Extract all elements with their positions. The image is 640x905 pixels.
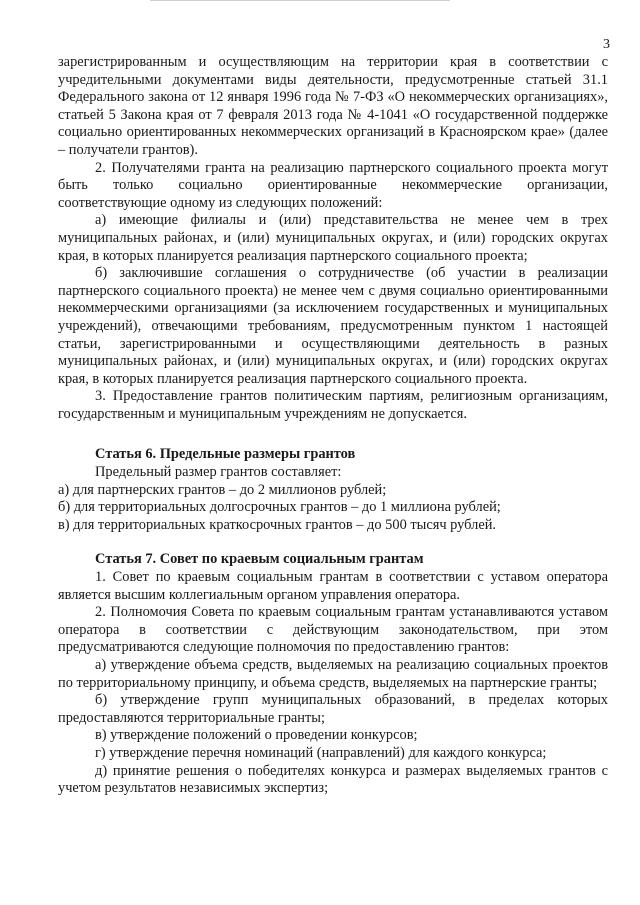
article-7-paragraph-2: 2. Полномочия Совета по краевым социальным грантам устанавливаются уставом оператора в соответствии с действующим законодательством, при этом предусматриваются следующие полномочия по предоставлению грантов:: [58, 604, 608, 656]
article-7-paragraph-1: 1. Совет по краевым социальным грантам в соответствии с уставом оператора является высшим коллегиальным органом управления оператора.: [58, 569, 608, 603]
article-7-item: а) утверждение объема средств, выделяемых на реализацию социальных проектов по территориальному принципу, и объема средств, выделяемых на партнерские гранты;: [58, 657, 608, 691]
paragraph-2: 2. Получателями гранта на реализацию партнерского социального проекта могут быть только социально ориентированные некоммерческие организации, соответствующие одному из следующих положений:: [58, 159, 608, 211]
paragraph-3: 3. Предоставление грантов политическим партиям, религиозным организациям, государственным и муниципальным учреждениям не допускается.: [58, 388, 608, 422]
article-6-item: а) для партнерских грантов – до 2 миллионов рублей;: [58, 481, 387, 498]
article-7-item: д) принятие решения о победителях конкурса и размерах выделяемых грантов с учетом результатов независимых экспертиз;: [58, 762, 608, 797]
intro-paragraph: зарегистрированным и осуществляющим на территории края в соответствии с учредительными документами виды деятельности, предусмотренные статьей 31.1 Федерального закона от 12 января 1996 года № 7-ФЗ «О некоммерческих организациях», статьей 5 Закона края от 7 февраля 2013 года № 4-1041 «О государственной поддержке социально ориентированных некоммерческих организаций в Красноярском крае» (далее – получатели грантов).: [58, 54, 608, 158]
article-6-lead: Предельный размер грантов составляет:: [95, 464, 342, 481]
article-6-heading: Статья 6. Предельные размеры грантов: [95, 446, 356, 463]
article-6-item: б) для территориальных долгосрочных грантов – до 1 миллиона рублей;: [58, 499, 501, 516]
article-7-item: в) утверждение положений о проведении конкурсов;: [95, 727, 418, 744]
scan-edge-line: [150, 0, 450, 1]
article-6-item: в) для территориальных краткосрочных грантов – до 500 тысяч рублей.: [58, 516, 496, 533]
paragraph-2b: б) заключившие соглашения о сотрудничестве (об участии в реализации партнерского социального проекта) не менее чем с двумя социально ориентированными некоммерческими организациями (за исключением государственных и муниципальных учреждений), отвечающими требованиям, предусмотренным пунктом 1 настоящей статьи, зарегистрированными и осуществляющими деятельность в разных муниципальных районах, и (или) муниципальных округах, и (или) городских округах края, в которых планируется реализация партнерского социального проекта.: [58, 265, 608, 387]
page-number: 3: [603, 37, 610, 52]
document-body: [58, 54, 608, 798]
article-7-item: б) утверждение групп муниципальных образований, в пределах которых предоставляются территориальные гранты;: [58, 692, 608, 726]
article-7-heading: Статья 7. Совет по краевым социальным грантам: [95, 551, 424, 568]
article-7-item: г) утверждение перечня номинаций (направлений) для каждого конкурса;: [95, 744, 547, 761]
paragraph-2a: а) имеющие филиалы и (или) представительства не менее чем в трех муниципальных районах, и (или) муниципальных округах, и (или) городских округах края, в которых планируется реализация партнерского социального проекта;: [58, 212, 608, 264]
